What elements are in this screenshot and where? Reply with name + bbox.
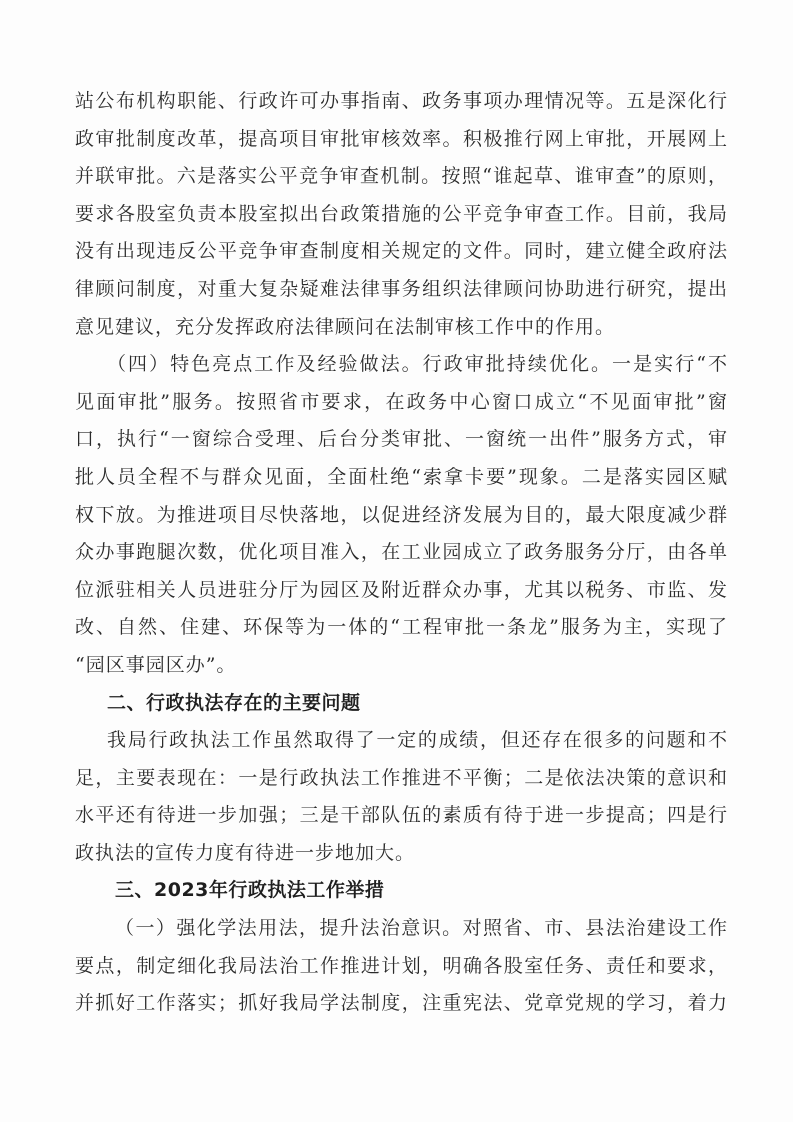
text-line: 众办事跑腿次数，优化项目准入，在工业园成立了政务服务分厅，由各单 bbox=[75, 541, 727, 564]
text-line: 意见建议，充分发挥政府法律顾问在法制审核工作中的作用。 bbox=[75, 315, 616, 338]
text-line: 政审批制度改革，提高项目审批审核效率。积极推行网上审批，开展网上 bbox=[75, 127, 727, 150]
paragraph-highlights bbox=[75, 346, 727, 684]
text-line: 并抓好工作落实；抓好我局学法制度，注重宪法、党章党规的学习，着力 bbox=[75, 992, 727, 1015]
text-line: 位派驻相关人员进驻分厅为园区及附近群众办事，尤其以税务、市监、发 bbox=[75, 578, 727, 601]
paragraph-measures bbox=[75, 910, 727, 1023]
text-line: 见面审批”服务。按照省市要求，在政务中心窗口成立“不见面审批”窗 bbox=[75, 390, 727, 413]
text-line: 我局行政执法工作虽然取得了一定的成绩，但还存在很多的问题和不 bbox=[107, 729, 727, 752]
text-line: 站公布机构职能、行政许可办事指南、政务事项办理情况等。五是深化行 bbox=[75, 90, 727, 112]
text-line: 要求各股室负责本股室拟出台政策措施的公平竞争审查工作。目前，我局 bbox=[75, 202, 727, 225]
text-line: （一）强化学法用法，提升法治意识。对照省、市、县法治建设工作 bbox=[115, 917, 727, 940]
text-line: 要点，制定细化我局法治工作推进计划，明确各股室任务、责任和要求， bbox=[75, 954, 727, 977]
document-page bbox=[75, 83, 727, 1023]
text-line: 足，主要表现在：一是行政执法工作推进不平衡；二是依法决策的意识和 bbox=[75, 766, 727, 789]
text-line: 口，执行“一窗综合受理、后台分类审批、一窗统一出件”服务方式，审 bbox=[75, 428, 727, 451]
text-line: 政执法的宣传力度有待进一步地加大。 bbox=[75, 841, 416, 864]
text-line: 律顾问制度，对重大复杂疑难法律事务组织法律顾问协助进行研究，提出 bbox=[75, 277, 727, 300]
paragraph-disclosure bbox=[75, 83, 727, 346]
text-line: 改、自然、住建、环保等为一体的“工程审批一条龙”服务为主，实现了 bbox=[75, 616, 727, 639]
text-line: （四）特色亮点工作及经验做法。行政审批持续优化。一是实行“不 bbox=[107, 353, 727, 376]
section-heading-problems: 二、行政执法存在的主要问题 bbox=[107, 691, 361, 714]
text-line: “园区事园区办”。 bbox=[75, 653, 237, 676]
paragraph-problems bbox=[75, 722, 727, 872]
section-heading-measures: 三、2023年行政执法工作举措 bbox=[115, 879, 385, 902]
text-line: 水平还有待进一步加强；三是干部队伍的素质有待于进一步提高；四是行 bbox=[75, 804, 727, 827]
text-line: 权下放。为推进项目尽快落地，以促进经济发展为目的，最大限度减少群 bbox=[75, 503, 727, 526]
text-line: 并联审批。六是落实公平竞争审查机制。按照“谁起草、谁审查”的原则， bbox=[75, 165, 727, 188]
text-line: 没有出现违反公平竞争审查制度相关规定的文件。同时，建立健全政府法 bbox=[75, 240, 727, 263]
text-line: 批人员全程不与群众见面，全面杜绝“索拿卡要”现象。二是落实园区赋 bbox=[75, 465, 727, 488]
